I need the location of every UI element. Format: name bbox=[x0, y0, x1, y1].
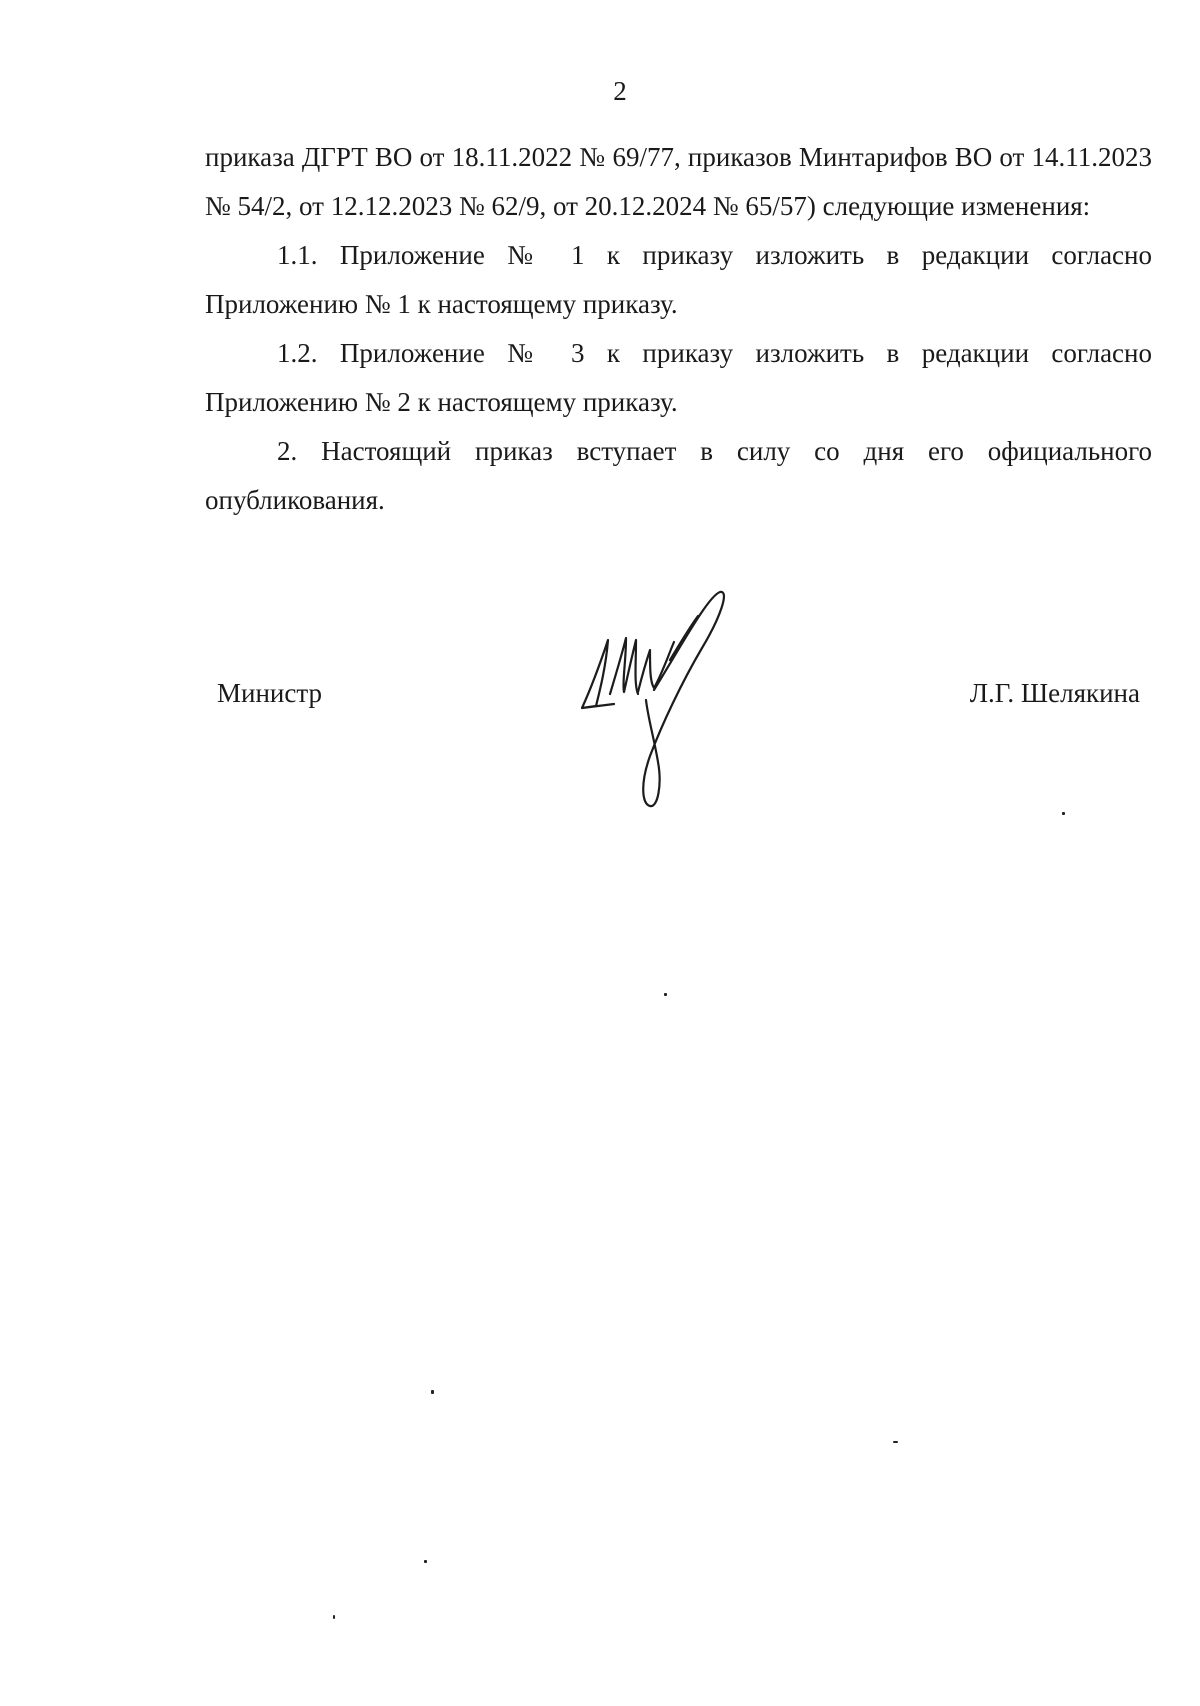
scan-speck bbox=[664, 993, 667, 996]
document-body bbox=[205, 133, 1152, 525]
signatory-name: Л.Г. Шелякина bbox=[969, 678, 1140, 708]
scan-speck bbox=[424, 1560, 427, 1563]
scan-speck bbox=[1062, 812, 1065, 815]
paragraph-item-1-1: 1.1. Приложение № 1 к приказу изложить в редакции согласно Приложению № 1 к настоящему приказу. bbox=[205, 240, 1152, 319]
paragraph-item-1-2: 1.2. Приложение № 3 к приказу изложить в редакции согласно Приложению № 2 к настоящему приказу. bbox=[205, 338, 1152, 417]
scan-speck bbox=[893, 1441, 898, 1443]
page-number: 2 bbox=[613, 76, 627, 106]
signatory-title: Министр bbox=[217, 678, 322, 708]
paragraph-item-2: 2. Настоящий приказ вступает в силу со дня его официального опубликования. bbox=[205, 436, 1152, 515]
handwritten-signature bbox=[570, 578, 730, 810]
scan-speck bbox=[431, 1390, 434, 1394]
paragraph-continuation: приказа ДГРТ ВО от 18.11.2022 № 69/77, приказов Минтарифов ВО от 14.11.2023 № 54/2, от 12.12.2023 № 62/9, от 20.12.2024 № 65/57) следующие изменения: bbox=[205, 142, 1152, 221]
scan-speck bbox=[333, 1615, 335, 1619]
